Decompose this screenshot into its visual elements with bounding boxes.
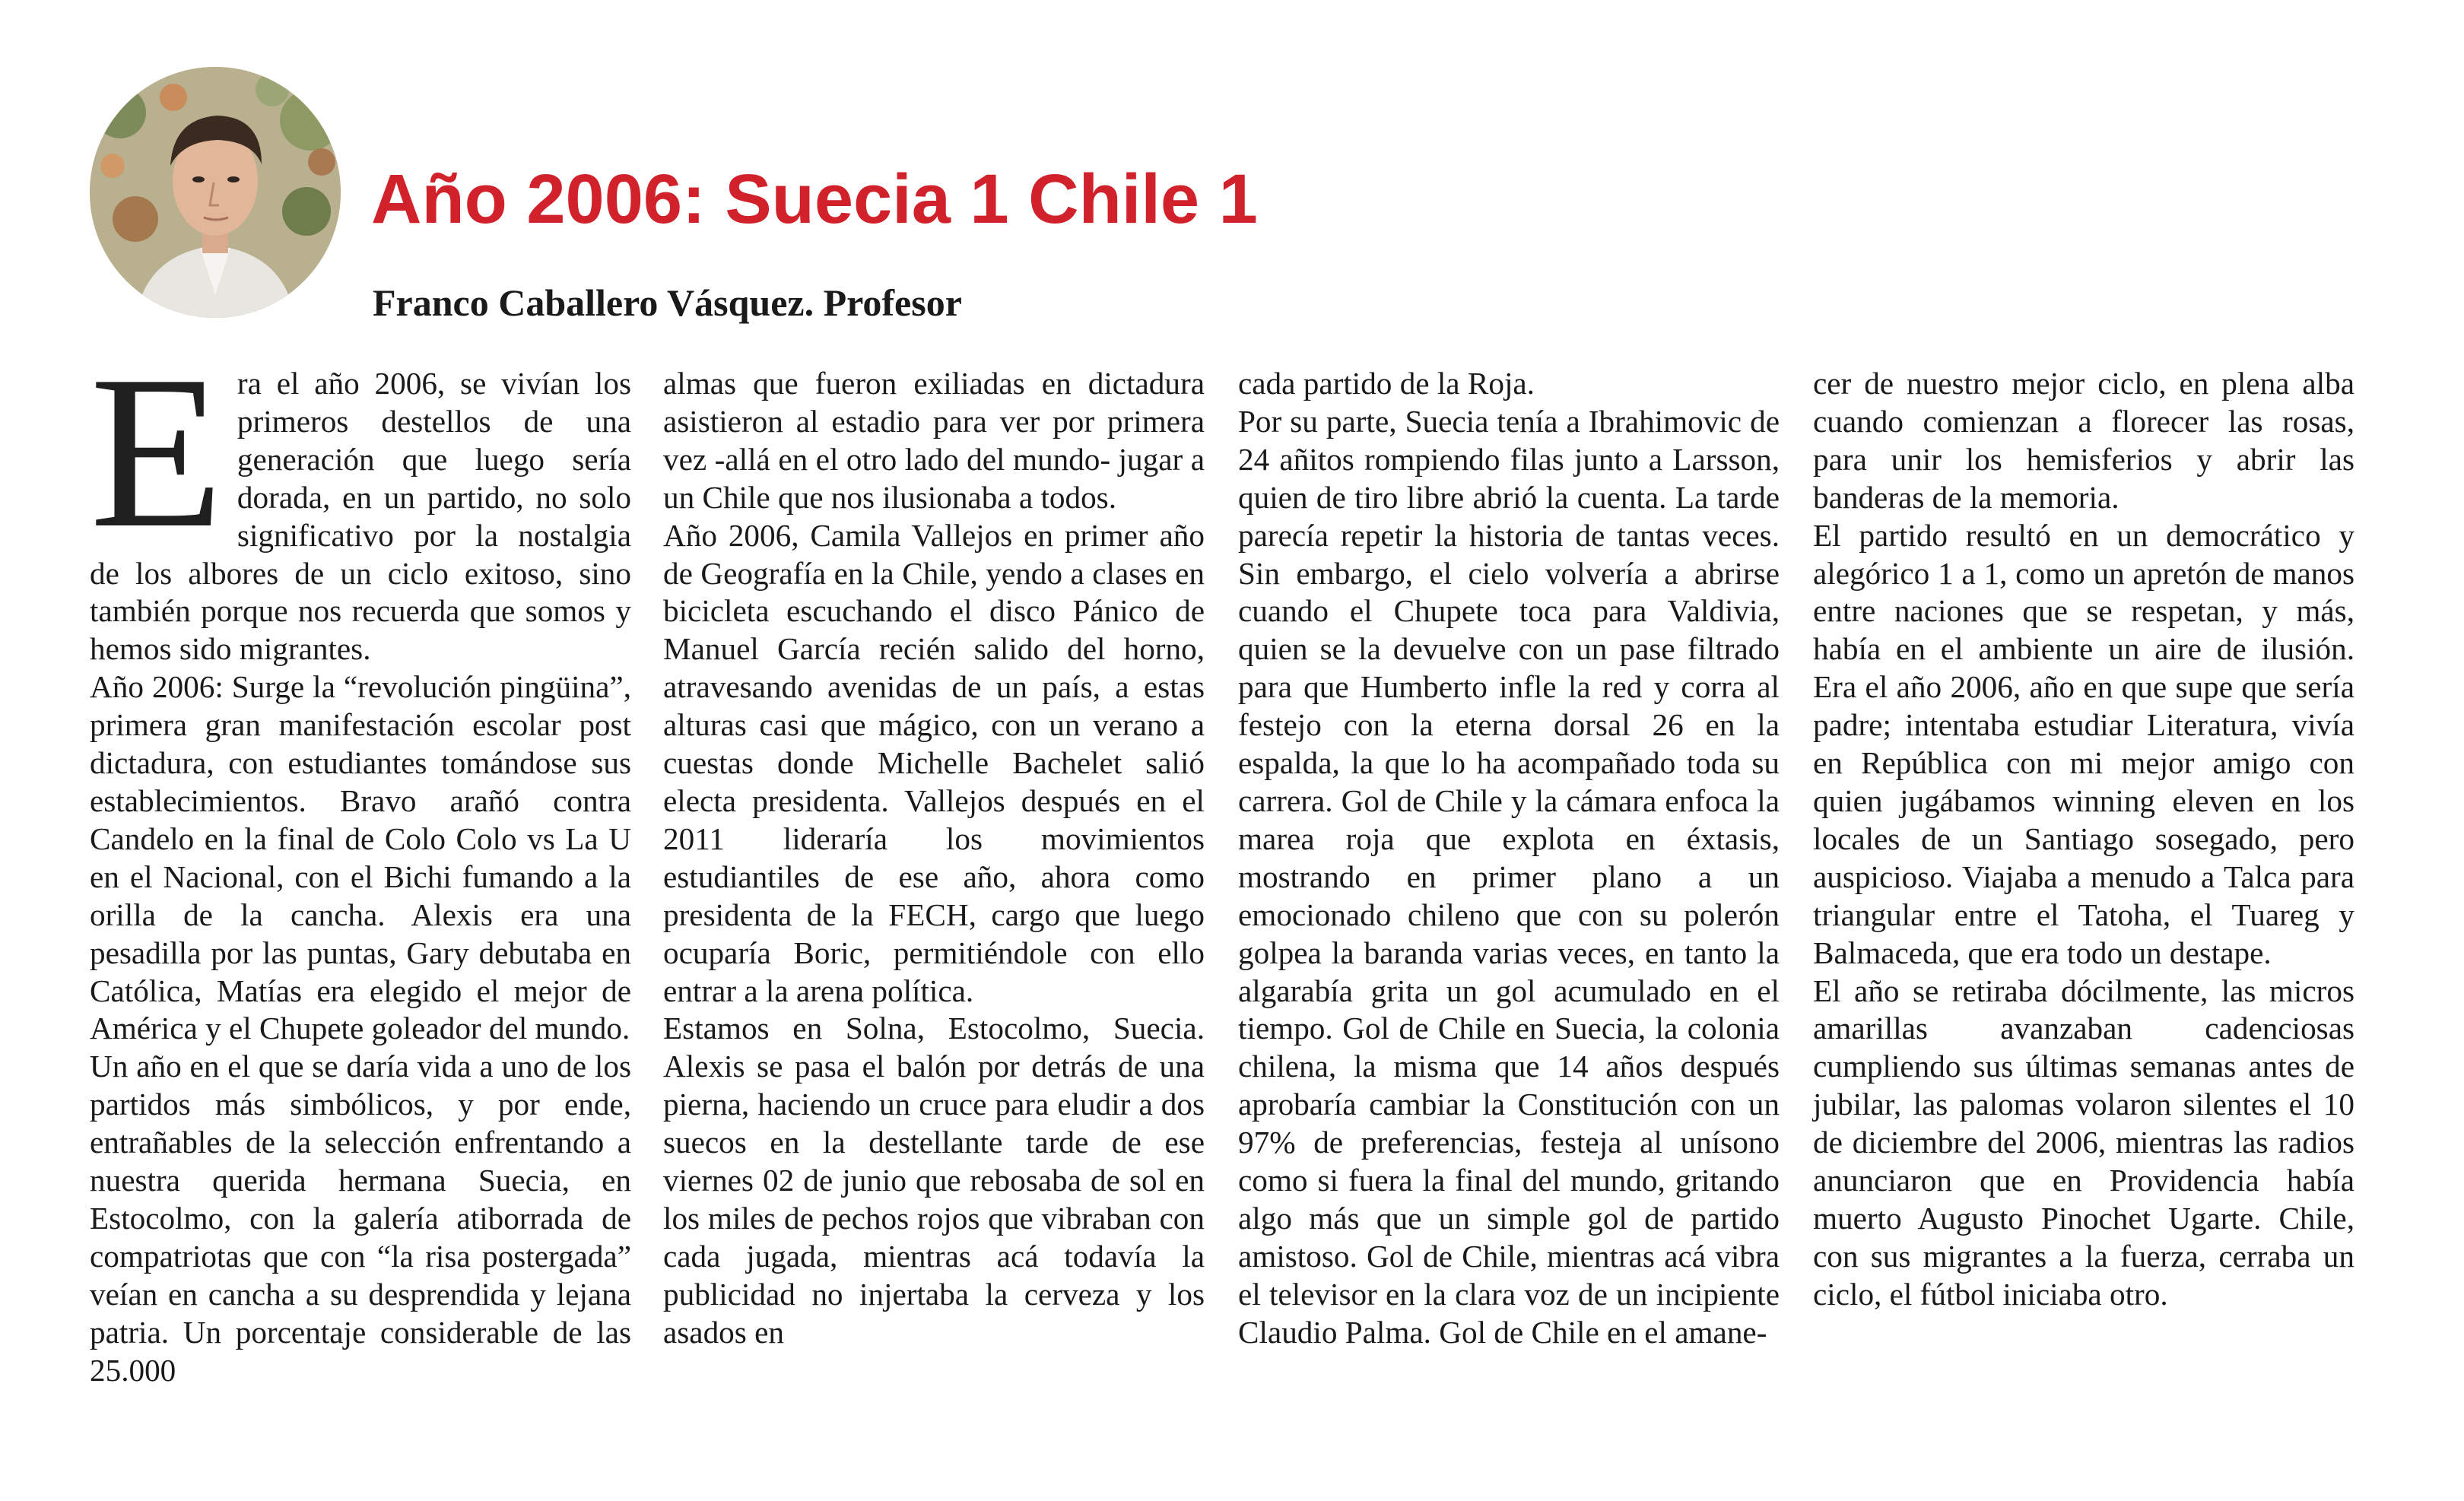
article-column-4	[1813, 365, 2354, 1314]
paragraph: ra el año 2006, se vivían los primeros destellos de una generación que luego sería dorada, en un partido, no solo significativo por la nostalgia de los albores de un ciclo exitoso, sino también porque nos recuerda que somos y hemos sido migrantes.	[90, 366, 631, 667]
paragraph: El año se retiraba dócilmente, las micros amarillas avanzaban cadenciosas cumpliendo sus últimas semanas antes de jubilar, las palomas volaron silentes el 10 de diciembre del 2006, mientras las radios anunciaron que en Providencia había muerto Augusto Pinochet Ugarte. Chile, con sus migrantes a la fuerza, cerraba un ciclo, el fútbol iniciaba otro.	[1813, 973, 2354, 1312]
paragraph: El partido resultó en un democrático y alegórico 1 a 1, como un apretón de manos entre naciones que se respetan, y más, había en el ambiente un aire de ilusión. Era el año 2006, año en que supe que sería padre; intentaba estudiar Literatura, vivía en República con mi mejor amigo con quien jugábamos winning eleven en los locales de un Santiago sosegado, pero auspicioso. Viajaba a menudo a Talca para triangular entre el Tatoha, el Tuareg y Balmaceda, que era todo un destape.	[1813, 517, 2354, 970]
author-portrait	[90, 67, 341, 318]
paragraph: almas que fueron exiliadas en dictadura asistieron al estadio para ver por primera vez -allá en el otro lado del mundo- jugar a un Chile que nos ilusionaba a todos.	[663, 366, 1205, 515]
paragraph: Año 2006, Camila Vallejos en primer año de Geografía en la Chile, yendo a clases en bicicleta escuchando el disco Pánico de Manuel García recién salido del horno, atravesando avenidas de un país, a estas alturas casi que mágico, con un verano a cuestas donde Michelle Bachelet salió electa presidenta. Vallejos después en el 2011 lideraría los movimientos estudiantiles de ese año, ahora como presidenta de la FECH, cargo que luego ocuparía Boric, permitiéndole con ello entrar a la arena política.	[663, 517, 1205, 1008]
paragraph: Estamos en Solna, Estocolmo, Suecia. Alexis se pasa el balón por detrás de una pierna, haciendo un cruce para eludir a dos suecos en la destellante tarde de ese viernes 02 de junio que rebosaba de sol en los miles de pechos rojos que vibraban con cada jugada, mientras acá todavía la publicidad no injertaba la cerveza y los asados en	[663, 1011, 1205, 1350]
article-column-1	[90, 331, 631, 1389]
article-title: Año 2006: Suecia 1 Chile 1	[371, 160, 1258, 238]
paragraph: cada partido de la Roja.	[1238, 366, 1535, 401]
article-column-2	[663, 365, 1205, 1352]
paragraph: Un año en el que se daría vida a uno de los partidos más simbólicos, y por ende, entrañables de la selección enfrentando a nuestra querida hermana Suecia, en Estocolmo, con la galería atiborrada de compatriotas que con “la risa postergada” veían en cancha a su desprendida y lejana patria. Un porcentaje considerable de las 25.000	[90, 1049, 631, 1388]
author-byline: Franco Caballero Vásquez. Profesor	[373, 281, 962, 324]
paragraph: Año 2006: Surge la “revolución pingüina”, primera gran manifestación escolar post dictadura, con estudiantes tomándose sus establecimientos. Bravo arañó contra Candelo en la final de Colo Colo vs La U en el Nacional, con el Bichi fumando a la orilla de la cancha. Alexis era una pesadilla por las puntas, Gary debutaba en Católica, Matías era elegido el mejor de América y el Chupete goleador del mundo.	[90, 669, 631, 1046]
paragraph: cer de nuestro mejor ciclo, en plena alba cuando comienzan a florecer las rosas, para unir los hemisferios y abrir las banderas de la memoria.	[1813, 366, 2354, 515]
paragraph: Por su parte, Suecia tenía a Ibrahimovic de 24 añitos rompiendo filas junto a Larsson, quien de tiro libre abrió la cuenta. La tarde parecía repetir la historia de tantas veces. Sin embargo, el cielo volvería a abrirse cuando el Chupete toca para Valdivia, quien se la devuelve con un pase filtrado para que Humberto infle la red y corra al festejo con la eterna dorsal 26 en la espalda, la que lo ha acompañado toda su carrera. Gol de Chile y la cámara enfoca la marea roja que explota en éxtasis, mostrando en primer plano a un emocionado chileno que con su polerón golpea la baranda varias veces, en tanto la algarabía grita un gol acumulado en el tiempo. Gol de Chile en Suecia, la colonia chilena, la misma que 14 años después aprobaría cambiar la Constitución con un 97% de preferencias, festeja al unísono como si fuera la final del mundo, gritando algo más que un simple gol de partido amistoso. Gol de Chile, mientras acá vibra el televisor en la clara voz de un incipiente Claudio Palma. Gol de Chile en el amane-	[1238, 403, 1780, 1350]
drop-cap: E	[90, 331, 224, 573]
article-column-3	[1238, 365, 1780, 1352]
